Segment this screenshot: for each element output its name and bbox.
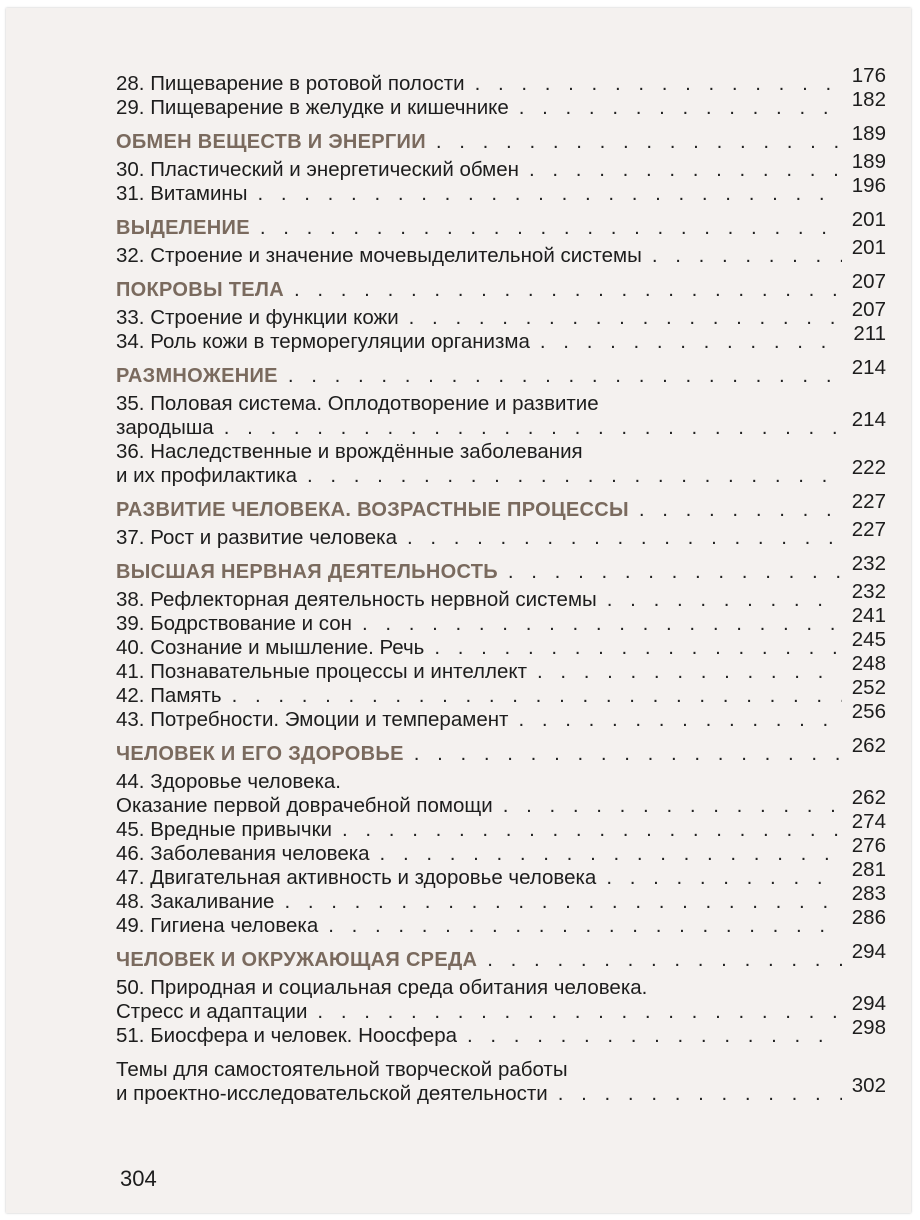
toc-entry-title: 29. Пищеварение в желудке и кишечнике bbox=[116, 96, 509, 119]
toc-page-number: 281 bbox=[851, 858, 886, 881]
toc-page-number: 248 bbox=[851, 652, 886, 675]
toc-row bbox=[116, 1016, 886, 1048]
toc-row bbox=[116, 700, 886, 732]
dot-leader bbox=[436, 130, 842, 154]
dot-leader bbox=[519, 96, 842, 120]
toc-page-number: 298 bbox=[851, 1016, 886, 1039]
toc-entry bbox=[116, 770, 886, 818]
dot-leader bbox=[529, 158, 842, 182]
toc-entry-title: 40. Сознание и мышление. Речь bbox=[116, 636, 425, 659]
toc-row bbox=[116, 882, 886, 914]
toc-entry-title: зародыша bbox=[116, 416, 214, 439]
toc-entry-title: 28. Пищеварение в ротовой полости bbox=[116, 72, 465, 95]
section-title: ОБМЕН ВЕЩЕСТВ И ЭНЕРГИИ bbox=[116, 131, 426, 153]
toc-row bbox=[116, 1074, 886, 1106]
dot-leader bbox=[467, 1024, 842, 1048]
toc-entry bbox=[116, 976, 886, 1024]
toc-section bbox=[116, 122, 886, 154]
toc-row bbox=[116, 810, 886, 842]
toc-row bbox=[116, 858, 886, 890]
toc-page-number: 214 bbox=[851, 356, 886, 379]
toc-page-number: 232 bbox=[851, 552, 886, 575]
toc-section bbox=[116, 734, 886, 766]
dot-leader bbox=[503, 794, 842, 818]
toc-page-number: 211 bbox=[853, 322, 886, 345]
toc-row bbox=[116, 298, 886, 330]
toc-row bbox=[116, 150, 886, 182]
dot-leader bbox=[380, 842, 842, 866]
dot-leader bbox=[328, 914, 842, 938]
dot-leader bbox=[257, 182, 842, 206]
toc-entry-title: 45. Вредные привычки bbox=[116, 818, 333, 841]
section-title: ВЫДЕЛЕНИЕ bbox=[116, 217, 250, 239]
toc-entry bbox=[116, 580, 886, 612]
toc-section bbox=[116, 490, 886, 522]
toc-row bbox=[116, 940, 886, 972]
toc-entry-title: 32. Строение и значение мочевыделительной системы bbox=[116, 244, 642, 267]
section-title: РАЗМНОЖЕНИЕ bbox=[116, 365, 278, 387]
toc-page-number: 232 bbox=[851, 580, 886, 603]
toc-page-number: 227 bbox=[851, 490, 886, 513]
toc-page-number: 294 bbox=[851, 940, 886, 963]
dot-leader bbox=[232, 684, 842, 708]
toc-page-number: 286 bbox=[851, 906, 886, 929]
dot-leader bbox=[540, 330, 842, 354]
toc-row bbox=[116, 174, 886, 206]
toc-entry bbox=[116, 518, 886, 550]
dot-leader bbox=[487, 948, 842, 972]
toc-row bbox=[116, 208, 886, 240]
toc-section bbox=[116, 270, 886, 302]
toc-page-number: 276 bbox=[851, 834, 886, 857]
dot-leader bbox=[606, 866, 842, 890]
table-of-contents bbox=[116, 64, 886, 1106]
toc-entry bbox=[116, 1058, 886, 1106]
toc-row bbox=[116, 490, 886, 522]
toc-section bbox=[116, 208, 886, 240]
toc-row bbox=[116, 676, 886, 708]
book-page bbox=[6, 8, 911, 1213]
toc-entry bbox=[116, 236, 886, 268]
toc-row bbox=[116, 356, 886, 388]
dot-leader bbox=[475, 72, 842, 96]
toc-entry bbox=[116, 628, 886, 660]
toc-page-number: 294 bbox=[851, 992, 886, 1015]
toc-page-number: 182 bbox=[851, 88, 886, 111]
toc-page-number: 283 bbox=[851, 882, 886, 905]
toc-entry-title: и их профилактика bbox=[116, 464, 297, 487]
toc-entry bbox=[116, 150, 886, 182]
toc-section bbox=[116, 356, 886, 388]
toc-page-number: 207 bbox=[851, 298, 886, 321]
toc-entry bbox=[116, 392, 886, 440]
dot-leader bbox=[558, 1082, 842, 1106]
toc-entry-title: 37. Рост и развитие человека bbox=[116, 526, 397, 549]
toc-entry bbox=[116, 1016, 886, 1048]
toc-entry-title: Оказание первой доврачебной помощи bbox=[116, 794, 493, 817]
toc-page-number: 302 bbox=[851, 1074, 886, 1097]
toc-entry-title: 38. Рефлекторная деятельность нервной системы bbox=[116, 588, 597, 611]
toc-entry-title: 39. Бодрствование и сон bbox=[116, 612, 352, 635]
toc-page-number: 274 bbox=[851, 810, 886, 833]
toc-entry bbox=[116, 810, 886, 842]
section-title: ВЫСШАЯ НЕРВНАЯ ДЕЯТЕЛЬНОСТЬ bbox=[116, 561, 498, 583]
toc-row bbox=[116, 628, 886, 660]
toc-entry bbox=[116, 858, 886, 890]
toc-page-number: 252 bbox=[851, 676, 886, 699]
toc-row bbox=[116, 734, 886, 766]
toc-entry-title: 33. Строение и функции кожи bbox=[116, 306, 399, 329]
section-title: ЧЕЛОВЕК И ЕГО ЗДОРОВЬЕ bbox=[116, 743, 404, 765]
toc-entry-title: 42. Память bbox=[116, 684, 222, 707]
toc-entry bbox=[116, 652, 886, 684]
toc-entry-title-line: 50. Природная и социальная среда обитания человека. bbox=[116, 976, 648, 999]
toc-entry-title-line: Темы для самостоятельной творческой работы bbox=[116, 1058, 568, 1081]
dot-leader bbox=[260, 216, 842, 240]
toc-page-number: 262 bbox=[851, 734, 886, 757]
toc-entry bbox=[116, 676, 886, 708]
toc-entry bbox=[116, 700, 886, 732]
toc-page-number: 201 bbox=[851, 208, 886, 231]
toc-row bbox=[116, 518, 886, 550]
toc-row bbox=[116, 122, 886, 154]
toc-section bbox=[116, 940, 886, 972]
dot-leader bbox=[652, 244, 842, 268]
toc-entry bbox=[116, 298, 886, 330]
dot-leader bbox=[307, 464, 842, 488]
toc-entry-title-line: 36. Наследственные и врождённые заболевания bbox=[116, 440, 583, 463]
toc-page-number: 256 bbox=[851, 700, 886, 723]
dot-leader bbox=[537, 660, 842, 684]
toc-page-number: 245 bbox=[851, 628, 886, 651]
toc-entry bbox=[116, 64, 886, 96]
toc-page-number: 227 bbox=[851, 518, 886, 541]
toc-entry-title: 30. Пластический и энергетический обмен bbox=[116, 158, 520, 181]
dot-leader bbox=[508, 560, 842, 584]
toc-page-number: 214 bbox=[851, 408, 886, 431]
toc-row bbox=[116, 786, 886, 818]
dot-leader bbox=[407, 526, 842, 550]
toc-entry-title: 34. Роль кожи в терморегуляции организма bbox=[116, 330, 530, 353]
toc-row bbox=[116, 604, 886, 636]
dot-leader bbox=[294, 278, 842, 302]
toc-entry bbox=[116, 440, 886, 488]
toc-page-number: 189 bbox=[851, 122, 886, 145]
section-title: РАЗВИТИЕ ЧЕЛОВЕКА. ВОЗРАСТНЫЕ ПРОЦЕССЫ bbox=[116, 499, 629, 521]
section-title: ПОКРОВЫ ТЕЛА bbox=[116, 279, 284, 301]
toc-entry-title: 31. Витамины bbox=[116, 182, 248, 205]
toc-row bbox=[116, 88, 886, 120]
toc-row bbox=[116, 270, 886, 302]
toc-entry bbox=[116, 322, 886, 354]
toc-page-number: 189 bbox=[851, 150, 886, 173]
dot-leader bbox=[414, 742, 842, 766]
toc-entry-title: 47. Двигательная активность и здоровье человека bbox=[116, 866, 597, 889]
toc-page-number: 241 bbox=[851, 604, 886, 627]
dot-leader bbox=[342, 818, 842, 842]
toc-entry-title-line: 44. Здоровье человека. bbox=[116, 770, 341, 793]
dot-leader bbox=[409, 306, 842, 330]
toc-row bbox=[116, 408, 886, 440]
toc-entry-title-line: 35. Половая система. Оплодотворение и развитие bbox=[116, 392, 599, 415]
toc-entry bbox=[116, 88, 886, 120]
toc-row bbox=[116, 236, 886, 268]
toc-entry bbox=[116, 834, 886, 866]
toc-row bbox=[116, 552, 886, 584]
toc-row bbox=[116, 456, 886, 488]
toc-page-number: 262 bbox=[851, 786, 886, 809]
toc-entry bbox=[116, 906, 886, 938]
toc-entry-title: Стресс и адаптации bbox=[116, 1000, 308, 1023]
toc-row bbox=[116, 652, 886, 684]
dot-leader bbox=[362, 612, 842, 636]
toc-page-number: 222 bbox=[851, 456, 886, 479]
toc-row bbox=[116, 322, 886, 354]
dot-leader bbox=[284, 890, 842, 914]
toc-entry-title: 43. Потребности. Эмоции и темперамент bbox=[116, 708, 509, 731]
toc-row bbox=[116, 992, 886, 1024]
toc-entry-title: 51. Биосфера и человек. Ноосфера bbox=[116, 1024, 458, 1047]
toc-section bbox=[116, 552, 886, 584]
toc-entry-title: 49. Гигиена человека bbox=[116, 914, 319, 937]
dot-leader bbox=[639, 498, 842, 522]
toc-entry bbox=[116, 882, 886, 914]
toc-entry-title: и проектно-исследовательской деятельности bbox=[116, 1082, 548, 1105]
dot-leader bbox=[317, 1000, 842, 1024]
toc-page-number: 201 bbox=[851, 236, 886, 259]
toc-row bbox=[116, 64, 886, 96]
toc-entry-title: 41. Познавательные процессы и интеллект bbox=[116, 660, 527, 683]
toc-entry bbox=[116, 604, 886, 636]
dot-leader bbox=[224, 416, 842, 440]
dot-leader bbox=[607, 588, 842, 612]
toc-entry-title: 48. Закаливание bbox=[116, 890, 275, 913]
toc-row bbox=[116, 834, 886, 866]
toc-page-number: 207 bbox=[851, 270, 886, 293]
toc-page-number: 176 bbox=[851, 64, 886, 87]
toc-entry-title: 46. Заболевания человека bbox=[116, 842, 370, 865]
dot-leader bbox=[434, 636, 842, 660]
toc-entry bbox=[116, 174, 886, 206]
toc-row bbox=[116, 906, 886, 938]
toc-page-number: 196 bbox=[851, 174, 886, 197]
section-title: ЧЕЛОВЕК И ОКРУЖАЮЩАЯ СРЕДА bbox=[116, 949, 478, 971]
dot-leader bbox=[518, 708, 842, 732]
dot-leader bbox=[288, 364, 842, 388]
toc-row bbox=[116, 580, 886, 612]
page-number: 304 bbox=[120, 1166, 157, 1191]
